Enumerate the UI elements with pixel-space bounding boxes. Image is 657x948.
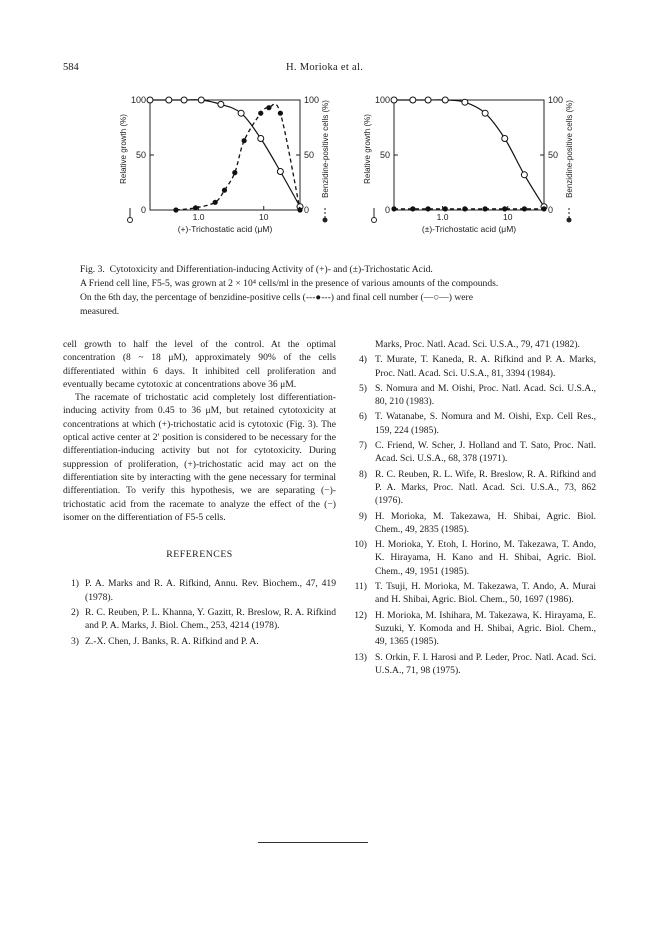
data-point-benzidine (213, 200, 218, 205)
reference-list-right (342, 338, 596, 677)
reference-number: 6) (359, 411, 367, 423)
y-tick-label-right: 100 (304, 95, 320, 105)
reference-text: S. Orkin, F. I. Harosi and P. Leder, Proc. Natl. Acad. Sci. U.S.A., 71, 98 (1975). (375, 651, 596, 676)
reference-number: 5) (359, 382, 367, 394)
paragraph-1: cell growth to half the level of the control. At the optimal concentration (8 ~ 18 μM), approximately 90% of the cells differentiated within 6 days. It inhibited cell proliferation and eventually became cytotoxic at concentrations above 36 μM. (63, 339, 336, 390)
figure-legend-line-2: On the 6th day, the percentage of benzidine-positive cells (---●---) and final cell number (—○—) were (80, 292, 473, 303)
y-tick-label-left: 0 (384, 205, 390, 215)
y-axis-label-left: Relative growth (%) (119, 114, 128, 184)
reference-text: C. Friend, W. Scher, J. Holland and T. Sato, Proc. Natl. Acad. Sci. U.S.A., 68, 378 (1971). (375, 440, 596, 465)
data-point-benzidine (522, 206, 527, 211)
plot-frame (394, 100, 544, 210)
data-point-benzidine (462, 206, 467, 211)
data-point-benzidine (232, 170, 237, 175)
reference-number: 7) (359, 440, 367, 452)
data-point-benzidine (425, 206, 430, 211)
data-point-growth (238, 110, 244, 116)
data-point-benzidine (242, 138, 247, 143)
reference-number: 1) (71, 578, 79, 590)
reference-text: T. Watanabe, S. Nomura and M. Oishi, Exp. Cell Res., 159, 224 (1985). (375, 411, 596, 436)
data-point-benzidine (193, 205, 198, 210)
data-point-benzidine (483, 206, 488, 211)
data-point-growth (410, 97, 416, 103)
reference-item (342, 353, 596, 380)
figure-title: Cytotoxicity and Differentiation-inducing Activity of (+)- and (±)-Trichostatic Acid. (109, 264, 433, 275)
reference-text: S. Nomura and M. Oishi, Proc. Natl. Acad. Sci. U.S.A., 80, 210 (1983). (375, 382, 596, 408)
y-axis-legend-open-circle (128, 218, 133, 223)
y-tick-label-right: 0 (304, 205, 310, 215)
reference-item (342, 651, 596, 678)
y-axis-legend-filled-circle (323, 218, 328, 223)
page-number: 584 (63, 62, 79, 73)
y-tick-label-left: 50 (379, 150, 390, 160)
data-point-growth (147, 97, 153, 103)
y-tick-label-right: 0 (548, 205, 554, 215)
chart-racemic-trichostatic (363, 95, 574, 234)
reference-number: 9) (359, 510, 367, 522)
paragraph-2: The racemate of trichostatic acid completely lost differentiation-inducing activity from 0.45 to 36 μM, but retained cytotoxicity at concentrations at which (+)-trichostatic acid is cytotoxic (Fig. 3). The optical active center at 2′ position is considered to be necessary for the differentiation-inducing activity but not for cytotoxicity. During suppression of proliferation, (+)-trichostatic acid may act on the differentiation site by interacting with the gene necessary for terminal differentiation. To verify this hypothesis, we are separating (−)-trichostatic acid from the racemate to analyze the effect of the (−) isomer on the differentiation of F5-5 cells. (63, 392, 336, 523)
reference-item (342, 538, 596, 578)
y-tick-label-right: 50 (548, 150, 559, 160)
figure-caption (80, 263, 600, 319)
data-point-growth (391, 97, 397, 103)
data-point-benzidine (443, 206, 448, 211)
reference-number: 8) (359, 468, 367, 480)
reference-item (342, 580, 596, 607)
data-point-growth (218, 101, 224, 107)
data-point-growth (442, 97, 448, 103)
y-tick-label-left: 50 (135, 150, 146, 160)
y-axis-label-right: Benzidine-positive cells (%) (321, 100, 330, 198)
reference-item (342, 609, 596, 649)
reference-number: 11) (354, 581, 367, 593)
series-line-benzidine (176, 104, 300, 210)
data-point-growth (277, 169, 283, 175)
x-axis-label: (±)-Trichostatic acid (μM) (421, 224, 517, 234)
y-tick-label-left: 100 (130, 95, 146, 105)
reference-text: H. Morioka, M. Ishihara, M. Takezawa, K. Hirayama, E. Suzuki, Y. Komoda and H. Shibai, Agric. Biol. Chem., 49, 1365 (1985). (375, 609, 596, 648)
data-point-benzidine (266, 105, 271, 110)
reference-text: P. A. Marks and R. A. Rifkind, Annu. Rev. Biochem., 47, 419 (1978). (85, 578, 336, 603)
figure-3-charts (88, 88, 574, 254)
reference-item (63, 606, 336, 633)
x-axis-label: (+)-Trichostatic acid (μM) (177, 224, 273, 234)
reference-number: 4) (359, 354, 367, 366)
reference-item (63, 635, 336, 648)
figure-label: Fig. 3. (80, 264, 105, 275)
y-axis-label-left: Relative growth (%) (363, 114, 372, 184)
data-point-benzidine (222, 188, 227, 193)
reference-item (63, 577, 336, 604)
reference-item (342, 382, 596, 409)
references-heading: REFERENCES (166, 549, 233, 561)
y-axis-label-right: Benzidine-positive cells (%) (565, 100, 574, 198)
reference-text: H. Morioka, Y. Etoh, I. Horino, M. Takezawa, T. Ando, K. Hirayama, H. Kano and H. Shibai, Agric. Biol. Chem., 49, 1951 (1985). (375, 539, 596, 577)
x-tick-label: 1.0 (436, 212, 449, 222)
reference-text: Marks, Proc. Natl. Acad. Sci. U.S.A., 79, 471 (1982). (375, 339, 580, 350)
chart-plus-trichostatic (119, 95, 330, 234)
data-point-growth (502, 136, 508, 142)
reference-number: 13) (354, 651, 367, 663)
reference-number: 3) (71, 635, 79, 647)
data-point-growth (521, 172, 527, 178)
data-point-benzidine (541, 206, 546, 211)
data-point-growth (425, 97, 431, 103)
reference-text: H. Morioka, M. Takezawa, H. Shibai, Agric. Biol. Chem., 49, 2835 (1985). (375, 510, 596, 535)
data-point-benzidine (391, 206, 396, 211)
reference-text: R. C. Reuben, P. L. Khanna, Y. Gazitt, R. Breslow, R. A. Rifkind and P. A. Marks, J. Biol. Chem., 253, 4214 (1978). (85, 607, 336, 632)
data-point-benzidine (278, 111, 283, 116)
data-point-growth (166, 97, 172, 103)
series-line-growth (394, 100, 544, 207)
reference-item (342, 338, 596, 351)
reference-number: 12) (354, 609, 367, 621)
x-tick-label: 1.0 (192, 212, 205, 222)
reference-text: T. Tsuji, H. Morioka, M. Takezawa, T. Ando, A. Murai and H. Shibai, Agric. Biol. Chem., 50, 1697 (1986). (375, 581, 596, 606)
figure-legend-line-1: A Friend cell line, F5-5, was grown at 2 × 10⁴ cells/ml in the presence of various amounts of the compounds. (80, 278, 499, 289)
reference-item (342, 510, 596, 537)
data-point-growth (462, 99, 468, 105)
reference-number: 10) (354, 539, 367, 551)
data-point-benzidine (297, 207, 302, 212)
data-point-growth (198, 97, 204, 103)
reference-item (342, 410, 596, 437)
y-axis-legend-open-circle (372, 218, 377, 223)
data-point-benzidine (502, 206, 507, 211)
data-point-benzidine (410, 206, 415, 211)
reference-text: R. C. Reuben, R. L. Wife, R. Breslow, R. A. Rifkind and P. A. Marks, Proc. Natl. Acad. Sci. U.S.A., 73, 862 (1976). (375, 468, 596, 507)
x-tick-label: 10 (259, 212, 269, 222)
data-point-growth (258, 136, 264, 142)
x-tick-label: 10 (503, 212, 513, 222)
data-point-benzidine (173, 207, 178, 212)
left-column (63, 338, 336, 650)
right-column (342, 338, 596, 679)
y-axis-legend-filled-circle (567, 218, 572, 223)
reference-text: Z.-X. Chen, J. Banks, R. A. Rifkind and P. A. (85, 635, 259, 647)
plot-frame (150, 100, 300, 210)
reference-text: T. Murate, T. Kaneda, R. A. Rifkind and P. A. Marks, Proc. Natl. Acad. Sci. U.S.A., 81, 3394 (1984). (375, 354, 596, 379)
data-point-growth (181, 97, 187, 103)
figure-legend-line-3: measured. (80, 306, 120, 317)
y-tick-label-right: 100 (548, 95, 564, 105)
figure-caption-title (80, 263, 600, 277)
reference-item (342, 439, 596, 466)
y-tick-label-left: 0 (140, 205, 146, 215)
reference-item (342, 468, 596, 508)
end-rule (258, 842, 368, 843)
reference-list-left (63, 577, 336, 647)
running-title: H. Morioka et al. (286, 62, 364, 73)
y-tick-label-right: 50 (304, 150, 315, 160)
y-tick-label-left: 100 (374, 95, 390, 105)
data-point-growth (482, 110, 488, 116)
data-point-benzidine (258, 111, 263, 116)
reference-number: 2) (71, 607, 79, 619)
